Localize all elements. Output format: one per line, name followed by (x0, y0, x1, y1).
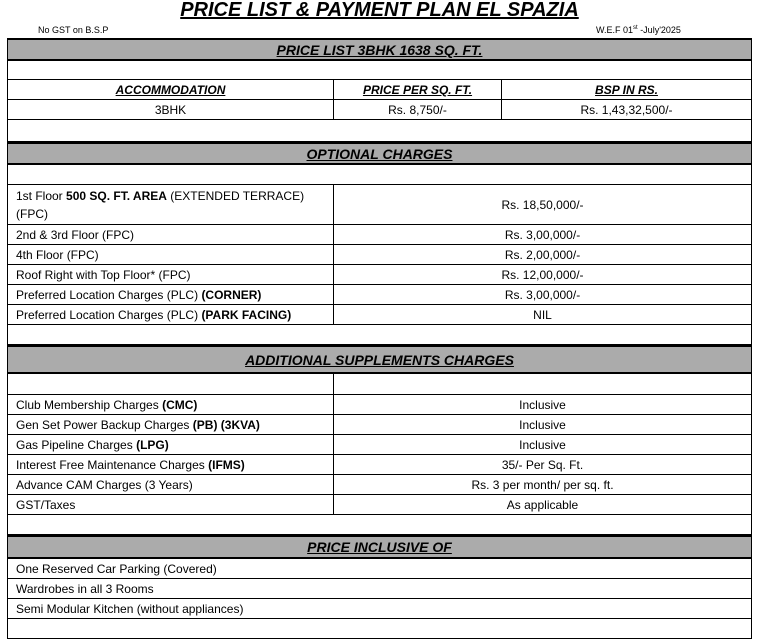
spacer-row (7, 61, 752, 80)
optional-row (7, 185, 752, 225)
inclusive-row (7, 599, 752, 619)
additional-row (7, 495, 752, 515)
optional-label: 4th Floor (FPC) (16, 247, 99, 262)
gst-note: No GST on B.S.P (38, 25, 109, 35)
optional-row (7, 305, 752, 325)
col-accommodation: ACCOMMODATION (115, 82, 226, 97)
additional-row (7, 415, 752, 435)
inclusive-row (7, 559, 752, 579)
additional-label: Gas Pipeline Charges (LPG) (16, 437, 169, 452)
additional-row (7, 455, 752, 475)
additional-label: Club Membership Charges (CMC) (16, 397, 198, 412)
col-price-per-sqft: PRICE PER SQ. FT. (333, 80, 501, 99)
price-columns-row (7, 80, 752, 100)
wef-date: W.E.F 01st -July'2025 (596, 25, 681, 35)
col-bsp: BSP IN RS. (501, 80, 751, 99)
page-title: PRICE LIST & PAYMENT PLAN EL SPAZIA (180, 0, 579, 21)
optional-value: Rs. 12,00,000/- (333, 265, 751, 284)
spacer-row (7, 165, 752, 185)
additional-row (7, 475, 752, 495)
optional-label: 1st Floor 500 SQ. FT. AREA (EXTENDED TERRACE) (FPC) (16, 189, 305, 221)
inclusive-row (7, 579, 752, 599)
spacer-cell (333, 374, 751, 394)
cell-accommodation: 3BHK (154, 102, 187, 117)
cell-price-per-sqft: Rs. 8,750/- (333, 100, 501, 119)
optional-value: Rs. 3,00,000/- (333, 225, 751, 244)
optional-value: Rs. 3,00,000/- (333, 285, 751, 304)
price-list-heading: PRICE LIST 3BHK 1638 SQ. FT. (7, 38, 752, 61)
spacer-row (7, 374, 752, 395)
optional-label: Roof Right with Top Floor* (FPC) (16, 267, 191, 282)
optional-row (7, 285, 752, 305)
spacer-row (7, 325, 752, 345)
additional-value: 35/- Per Sq. Ft. (333, 455, 751, 474)
additional-value: Inclusive (333, 435, 751, 454)
optional-label: Preferred Location Charges (PLC) (CORNER) (16, 287, 262, 302)
optional-row (7, 265, 752, 285)
inclusive-item: Wardrobes in all 3 Rooms (16, 581, 154, 596)
cell-bsp: Rs. 1,43,32,500/- (501, 100, 751, 119)
spacer-row (7, 120, 752, 142)
inclusive-item: One Reserved Car Parking (Covered) (16, 561, 217, 576)
additional-label: GST/Taxes (16, 497, 76, 512)
price-data-row (7, 100, 752, 120)
additional-value: As applicable (333, 495, 751, 514)
inclusive-heading: PRICE INCLUSIVE OF (7, 535, 752, 559)
inclusive-item: Semi Modular Kitchen (without appliances) (16, 601, 244, 616)
optional-value: Rs. 2,00,000/- (333, 245, 751, 264)
optional-value: NIL (333, 305, 751, 324)
optional-row (7, 245, 752, 265)
optional-label: 2nd & 3rd Floor (FPC) (16, 227, 135, 242)
additional-value: Inclusive (333, 395, 751, 414)
spacer-row (7, 515, 752, 535)
spacer-row (7, 619, 752, 639)
additional-row (7, 395, 752, 415)
additional-label: Advance CAM Charges (3 Years) (16, 477, 193, 492)
price-sheet (7, 38, 752, 642)
additional-heading: ADDITIONAL SUPPLEMENTS CHARGES (7, 345, 752, 374)
additional-label: Gen Set Power Backup Charges (PB) (3KVA) (16, 417, 260, 432)
optional-heading: OPTIONAL CHARGES (7, 142, 752, 165)
optional-label: Preferred Location Charges (PLC) (PARK FACING) (16, 307, 292, 322)
additional-value: Inclusive (333, 415, 751, 434)
optional-row (7, 225, 752, 245)
additional-value: Rs. 3 per month/ per sq. ft. (333, 475, 751, 494)
optional-value: Rs. 18,50,000/- (333, 185, 751, 224)
additional-label: Interest Free Maintenance Charges (IFMS) (16, 457, 245, 472)
additional-row (7, 435, 752, 455)
